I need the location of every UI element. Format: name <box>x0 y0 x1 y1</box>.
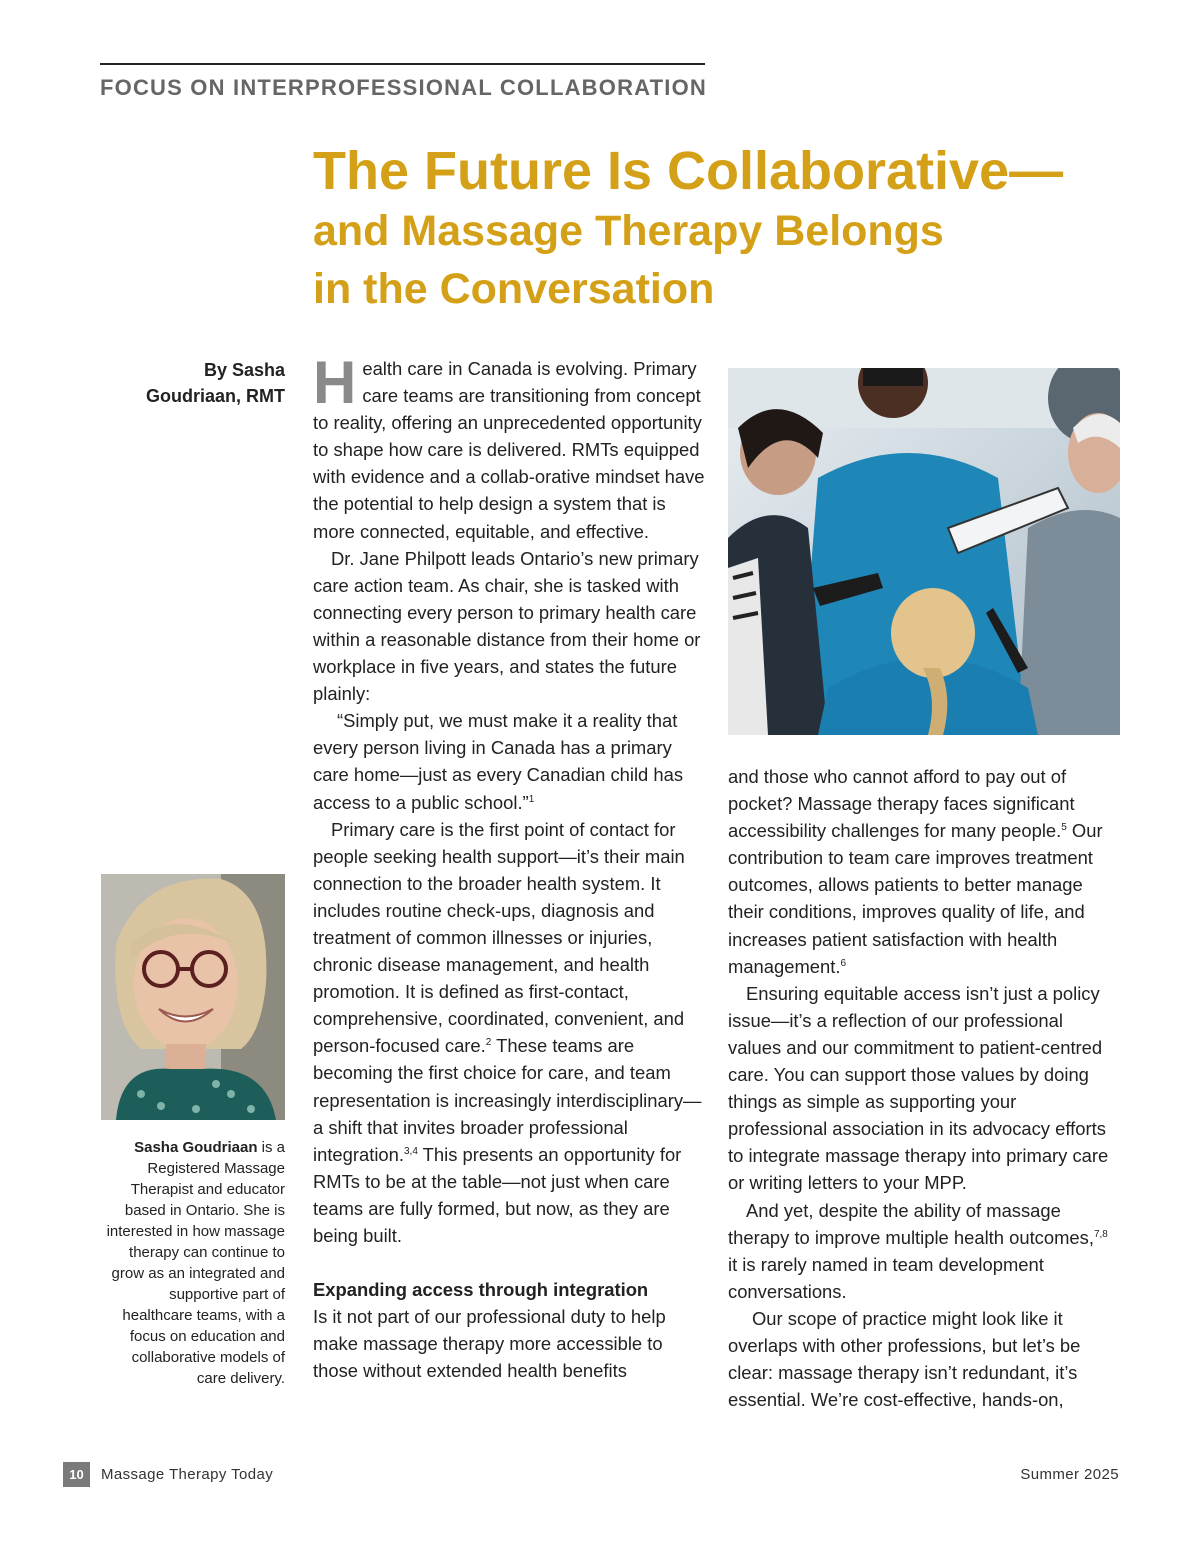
issue-date: Summer 2025 <box>1020 1466 1119 1483</box>
title-line-3: in the Conversation <box>313 265 715 313</box>
paragraph-text: Our contribution to team care improves treatment outcomes, allows patients to better manage their conditions, improves quality of life, and increases patient satisfaction with health management. <box>728 820 1103 977</box>
title-line-1: The Future Is Collaborative— <box>313 141 1064 201</box>
byline <box>100 357 285 409</box>
paragraph-text: This presents an opportunity for RMTs to be at the table—not just when care teams are fully formed, but now, as they are being built. <box>313 1143 682 1246</box>
paragraph: Our scope of practice might look like it overlaps with other professions, but let’s be clear: massage therapy isn’t redundant, it’s essential. We’re cost-effective, hands-on, <box>728 1307 1081 1411</box>
paragraph <box>728 1197 1120 1305</box>
footnote-ref: 1 <box>528 793 535 805</box>
body-column-1 <box>313 349 705 1384</box>
body-column-3 <box>728 763 1120 1413</box>
section-heading: FOCUS ON INTERPROFESSIONAL COLLABORATION <box>100 75 707 100</box>
paragraph-text: These teams are becoming the first choice for care, and team representation is increasingly interdisciplinary—a shift that invites broader professional integration. <box>313 1035 702 1165</box>
bio-name: Sasha Goudriaan <box>134 1139 258 1156</box>
paragraph: Ensuring equitable access isn’t just a policy issue—it’s a reflection of our professional values and our commitment to patient-centred care. You can support those values by doing things as simple as supporting your professional association in its advocacy efforts to integrate massage therapy into primary care or writing letters to your MPP. <box>728 982 1109 1194</box>
paragraph <box>313 349 705 545</box>
quote-paragraph <box>313 707 705 815</box>
paragraph-text: it is rarely named in team development conversations. <box>728 1253 1044 1302</box>
paragraph-text: And yet, despite the ability of massage therapy to improve multiple health outcomes, <box>728 1199 1094 1248</box>
article-title <box>313 140 1173 318</box>
author-portrait <box>101 874 285 1120</box>
author-portrait-illustration <box>101 874 285 1120</box>
bio-text: is a Registered Massage Therapist and educator based in Ontario. She is interested in how massage therapy can continue to grow as an integrated and supportive part of healthcare teams, with a focus on education and collaborative models of care delivery. <box>106 1139 285 1387</box>
author-bio <box>100 1137 285 1389</box>
paragraph-text: Primary care is the first point of contact for people seeking health support—it’s their main connection to the broader health system. It includes routine check-ups, diagnosis and treatment of common illnesses or injuries, chronic disease management, and health promotion. It is defined as first-contact, comprehensive, coordinated, convenient, and person-focused care. <box>313 818 685 1057</box>
team-photo <box>728 368 1120 735</box>
subheading: Expanding access through integration <box>313 1279 649 1301</box>
page-number: 10 <box>63 1462 90 1487</box>
footnote-ref: 7,8 <box>1093 1228 1108 1240</box>
drop-cap: H <box>313 349 357 416</box>
paragraph <box>313 816 705 1250</box>
quote-text: “Simply put, we must make it a reality that every person living in Canada has a primary care home—just as every Canadian child has access to a public school.” <box>313 710 684 813</box>
header-rule <box>100 63 705 65</box>
paragraph <box>728 763 1120 980</box>
paragraph-text: ealth care in Canada is evolving. Primary care teams are transitioning from concept to reality, offering an unprecedented opportunity to shape how care is delivered. RMTs equipped with evidence and a collab-orative mindset have the potential to help design a system that is more connected, equitable, and effective. <box>313 358 705 542</box>
team-photo-illustration <box>728 368 1120 735</box>
title-line-2: and Massage Therapy Belongs <box>313 207 944 255</box>
footnote-ref: 5 <box>1061 822 1067 834</box>
footnote-ref: 6 <box>840 957 847 969</box>
paragraph: Dr. Jane Philpott leads Ontario’s new primary care action team. As chair, she is tasked with connecting every person to primary health care within a reasonable distance from their home or workplace in five years, and states the future plainly: <box>313 547 701 705</box>
footnote-ref: 3,4 <box>404 1145 418 1157</box>
paragraph-text: and those who cannot afford to pay out of pocket? Massage therapy faces significant accessibility challenges for many people. <box>728 766 1075 842</box>
byline-line-2: Goudriaan, RMT <box>146 386 285 406</box>
publication-name: Massage Therapy Today <box>101 1466 274 1483</box>
footnote-ref: 2 <box>485 1037 492 1049</box>
paragraph: Is it not part of our professional duty to help make massage therapy more accessible to those without extended health benefits <box>313 1306 666 1382</box>
byline-line-1: By Sasha <box>203 360 285 380</box>
